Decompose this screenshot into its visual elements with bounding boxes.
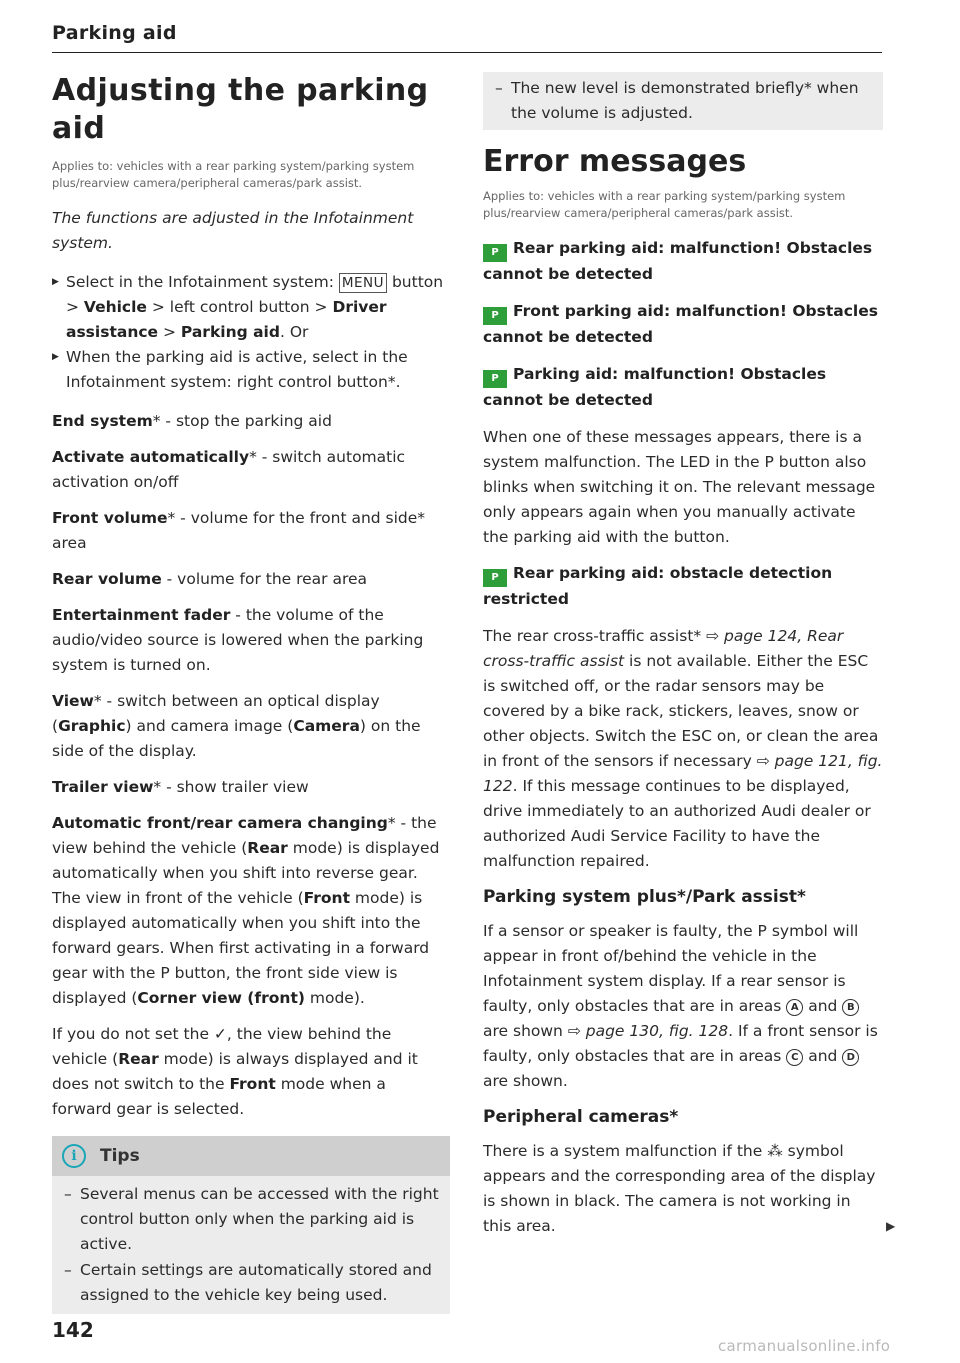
item-automatic-camera-changing: Automatic front/rear camera changing* - the view behind the vehicle (Rear mode) is displayed automatically when you shift into reverse gear. The view in front of the vehicle (Front mode) is displayed automatically when you shift into the forward gears. When first activating in a forward gear with the P button, the front side view is displayed (Corner view (front) mode). (52, 814, 440, 1007)
item-front-volume: Front volume* - volume for the front and side* area (52, 509, 426, 552)
camera-fault-description: There is a system malfunction if the ⁂ symbol appears and the corresponding area of the display is shown in black. The camera is not working in this area. (483, 1142, 876, 1235)
parking-aid-warning-icon: P (483, 370, 507, 388)
item-end-system: End system* - stop the parking aid (52, 412, 332, 430)
item-view: View* - switch between an optical display (Graphic) and camera image (Camera) on the side of the display. (52, 692, 421, 760)
right-column (483, 72, 883, 1250)
section-heading: Adjusting the parking aid (52, 73, 429, 146)
watermark: carmanualsonline.info (718, 1337, 891, 1355)
checkmark-note: If you do not set the ✓, the view behind the vehicle (Rear mode) is always displayed and it does not switch to the Front mode when a forward gear is selected. (52, 1025, 418, 1118)
intro-text: The functions are adjusted in the Infotainment system. (52, 209, 414, 252)
camera-fault-symbol-icon: ⁂ (767, 1142, 783, 1160)
error-messages-heading: Error messages (483, 144, 747, 179)
malfunction-description: When one of these messages appears, there is a system malfunction. The LED in the P button also blinks when switching it on. The relevant message only appears again when you manually activate the parking aid with the button. (483, 428, 876, 546)
applies-to-note: Applies to: vehicles with a rear parking system/parking system plus/rearview camera/peripheral cameras/park assist. (52, 159, 415, 190)
continue-arrow-icon: ▶ (886, 1219, 896, 1233)
parking-button-icon: P (160, 964, 170, 982)
subheading-peripheral-cameras: Peripheral cameras* (483, 1107, 679, 1127)
parking-aid-warning-icon: P (483, 569, 507, 587)
tip-item: – Several menus can be accessed with the right control button only when the parking aid is active. (52, 1182, 450, 1257)
item-activate-automatically: Activate automatically* - switch automatic activation on/off (52, 448, 406, 491)
area-c-marker: C (786, 1049, 803, 1066)
page-reference-link[interactable]: ⇨ page 124, Rear cross-traffic assist (483, 627, 844, 670)
area-b-marker: B (842, 999, 859, 1016)
item-entertainment-fader: Entertainment fader - the volume of the audio/video source is lowered when the parking system is turned on. (52, 606, 424, 674)
item-rear-volume: Rear volume - volume for the rear area (52, 570, 368, 588)
tips-header (52, 1136, 450, 1176)
area-d-marker: D (842, 1049, 859, 1066)
section-header: Parking aid (52, 22, 882, 53)
info-icon: i (62, 1144, 86, 1168)
page-number: 142 (52, 1318, 94, 1342)
area-a-marker: A (786, 999, 803, 1016)
tip-item: – Certain settings are automatically stored and assigned to the vehicle key being used. (52, 1258, 450, 1308)
page-reference-link[interactable]: ⇨ page 121, fig. 122 (483, 752, 883, 795)
parking-button-icon: P (764, 453, 774, 471)
applies-to-note: Applies to: vehicles with a rear parking system/parking system plus/rearview camera/peripheral cameras/park assist. (483, 189, 846, 220)
tip-item: – The new level is demonstrated briefly* when the volume is adjusted. (483, 76, 875, 126)
error-rear-malfunction: P Rear parking aid: malfunction! Obstacles cannot be detected (483, 239, 873, 283)
menu-key: MENU (339, 273, 387, 293)
instruction-steps (52, 270, 450, 395)
error-front-malfunction: P Front parking aid: malfunction! Obstacles cannot be detected (483, 302, 878, 346)
step-select-menu: ▶ Select in the Infotainment system: MENU button > Vehicle > left control button > Driver assistance > Parking aid. Or (52, 270, 450, 345)
checkmark-icon: ✓ (213, 1025, 227, 1043)
sensor-fault-symbol-icon: P (757, 922, 767, 940)
tips-title: Tips (100, 1146, 140, 1166)
parking-aid-warning-icon: P (483, 307, 507, 325)
tips-box (52, 1136, 450, 1314)
error-detection-restricted: P Rear parking aid: obstacle detection restricted (483, 564, 833, 608)
error-malfunction: P Parking aid: malfunction! Obstacles cannot be detected (483, 365, 827, 409)
tips-continued-box (483, 72, 883, 130)
page-reference-link[interactable]: ⇨ page 130, fig. 128 (567, 1022, 729, 1040)
sensor-fault-description: If a sensor or speaker is faulty, the P symbol will appear in front of/behind the vehicle in the Infotainment system display. If a rear sensor is faulty, only obstacles that are in areas A and B are shown ⇨ page 130, fig. 128. If a front sensor is faulty, only obstacles that are in areas C and D are shown. (483, 922, 878, 1090)
subheading-parking-system-plus: Parking system plus*/Park assist* (483, 887, 806, 907)
parking-aid-warning-icon: P (483, 244, 507, 262)
detection-restricted-description: The rear cross-traffic assist* ⇨ page 124, Rear cross-traffic assist is not available. Either the ESC is switched off, or the radar sensors may be covered by a bike rack, stickers, leaves, snow or other objects. Switch the ESC on, or clean the area in front of the sensors if necessary ⇨ page 121, fig. 122. If this message continues to be displayed, drive immediately to an authorized Audi dealer or authorized Audi Service Facility to have the malfunction repaired. (483, 627, 883, 870)
item-trailer-view: Trailer view* - show trailer view (52, 778, 309, 796)
step-active: ▶ When the parking aid is active, select in the Infotainment system: right control button*. (52, 345, 450, 395)
left-column (52, 72, 450, 1314)
